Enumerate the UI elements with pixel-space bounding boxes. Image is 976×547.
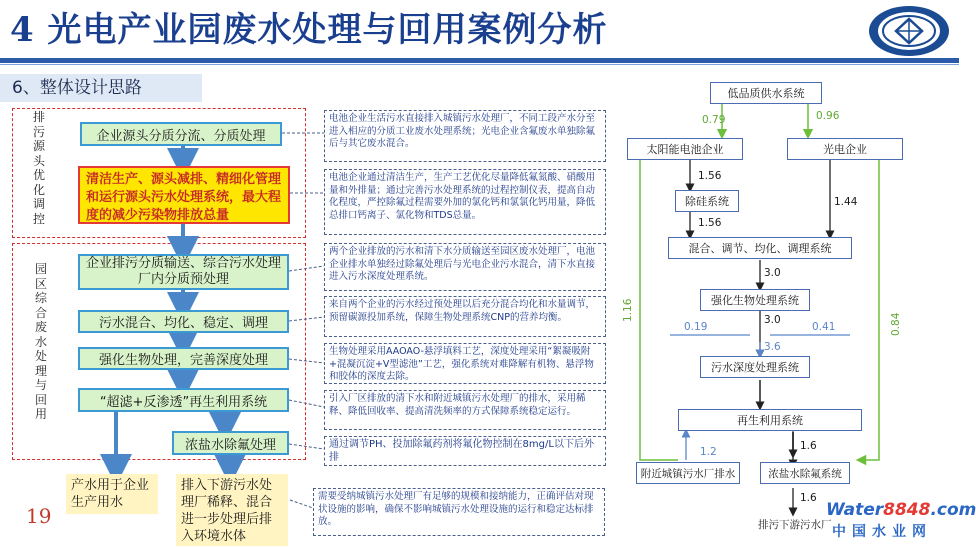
- town-effluent-box: 附近城镇污水厂排水: [636, 462, 740, 484]
- enhanced-bio-box: 强化生物处理系统: [700, 289, 810, 311]
- uf-ro-reuse-box: “超滤+反渗透”再生利用系统: [78, 388, 289, 412]
- downstream-plant-label: 排污下游污水厂: [758, 519, 832, 531]
- note-clean-production: 电池企业通过清洁生产，生产工艺优化尽量降低氟氮酸、硝酸用量和外排量；通过完善污水处理系统的过程控制仪表，提高自动化程度，严控除氟过程需要外加的氯化钙和氯氯化钙用量，降低总排口钙离子、氯化物和TDS总量。: [324, 169, 606, 235]
- flow-value: 1.56: [698, 170, 722, 182]
- flow-value: 3.0: [764, 314, 781, 326]
- flow-value: 0.19: [684, 321, 708, 333]
- source-separation-box: 企业源头分质分流、分质处理: [80, 122, 282, 146]
- slide-number: 19: [26, 504, 52, 528]
- flow-value: 0.41: [812, 321, 836, 333]
- brine-defluoride-box: 浓盐水除氟处理: [172, 431, 289, 455]
- park-treatment-label: 园区综合废水处理与回用: [34, 262, 47, 421]
- flow-value: 1.44: [834, 196, 858, 208]
- flow-value: 0.79: [702, 114, 726, 126]
- optoelectronic-enterprise-box: 光电企业: [787, 138, 903, 160]
- mixing-regulation-box: 混合、调节、均化、调理系统: [668, 237, 852, 259]
- flow-value: 1.56: [698, 217, 722, 229]
- brine-defluoride-system-box: 浓盐水除氟系统: [760, 462, 850, 484]
- downstream-discharge-output: 排入下游污水处理厂稀释、混合进一步处理后排入环境水体: [176, 474, 288, 546]
- product-water-output: 产水用于企业生产用水: [66, 474, 158, 514]
- mixing-equalization-box: 污水混合、均化、稳定、调理: [78, 310, 289, 333]
- source-control-label: 排污源头优化调控: [32, 110, 45, 226]
- bio-treatment-box: 强化生物处理，完善深度处理: [78, 347, 289, 370]
- watermark-sub: 中国水业网: [832, 524, 932, 540]
- flow-value: 1.6: [800, 440, 817, 452]
- flow-value: 3.0: [764, 267, 781, 279]
- separate-conveyance-box: 企业排污分质输送、综合污水处理厂内分质预处理: [78, 254, 289, 290]
- note-bio-treatment: 生物处理采用AAOAO-悬浮填料工艺，深度处理采用“絮凝吸附+混凝沉淀+V型滤池”工艺，强化系统对难降解有机物、悬浮物和胶体的深度去除。: [324, 343, 606, 384]
- note-mixing: 来自两个企业的污水经过预处理以后充分混合均化和水量调节，预留碳源投加系统，保障生物处理系统CNP的营养均衡。: [324, 296, 606, 337]
- flow-value: 1.6: [800, 492, 817, 504]
- section-heading: 6、整体设计思路: [0, 74, 202, 102]
- solar-cell-enterprise-box: 太阳能电池企业: [627, 138, 743, 160]
- flow-value: 1.16: [622, 298, 634, 322]
- reuse-system-box: 再生利用系统: [678, 409, 862, 431]
- flow-value: 3.6: [764, 341, 781, 353]
- university-logo-icon: [866, 4, 952, 58]
- watermark-brand: Water8848.com: [826, 500, 976, 520]
- low-quality-supply-box: 低品质供水系统: [710, 82, 822, 104]
- note-source-separation: 电池企业生活污水直接排入城镇污水处理厂，不同工段产水分至进入相应的分质工业废水处理系统；光电企业含氟废水单独除氟后与其它废水混合。: [324, 110, 606, 162]
- note-defluoride: 通过调节PH、投加除氟药剂将氟化物控制在8mg/L以下后外排: [324, 436, 606, 466]
- flow-value: 0.96: [816, 110, 840, 122]
- flow-value: 1.2: [700, 446, 717, 458]
- silicon-removal-box: 除硅系统: [675, 190, 739, 212]
- clean-production-box: 清洁生产、源头减排、精细化管理和运行源头污水处理系统，最大程度的减少污染物排放总量: [78, 166, 290, 224]
- note-separate-conveyance: 两个企业排放的污水和清下水分质输送至园区废水处理厂，电池企业排水单独经过除氟处理后与光电企业污水混合，清下水直接进入污水深度处理系统。: [324, 243, 606, 291]
- page-title: 4 光电产业园废水处理与回用案例分析: [10, 10, 608, 50]
- flow-value: 0.84: [890, 312, 902, 336]
- note-downstream: 需要受纳城镇污水处理厂有足够的规模和接纳能力，正确评估对现状设施的影响，确保不影响城镇污水处理设施的运行和稳定达标排放。: [313, 488, 605, 536]
- advanced-treatment-box: 污水深度处理系统: [700, 356, 810, 378]
- note-reuse-system: 引入厂区排放的清下水和附近城镇污水处理厂的排水，采用稀释、降低回收率、提高清洗频率的方式保障系统稳定运行。: [324, 390, 606, 430]
